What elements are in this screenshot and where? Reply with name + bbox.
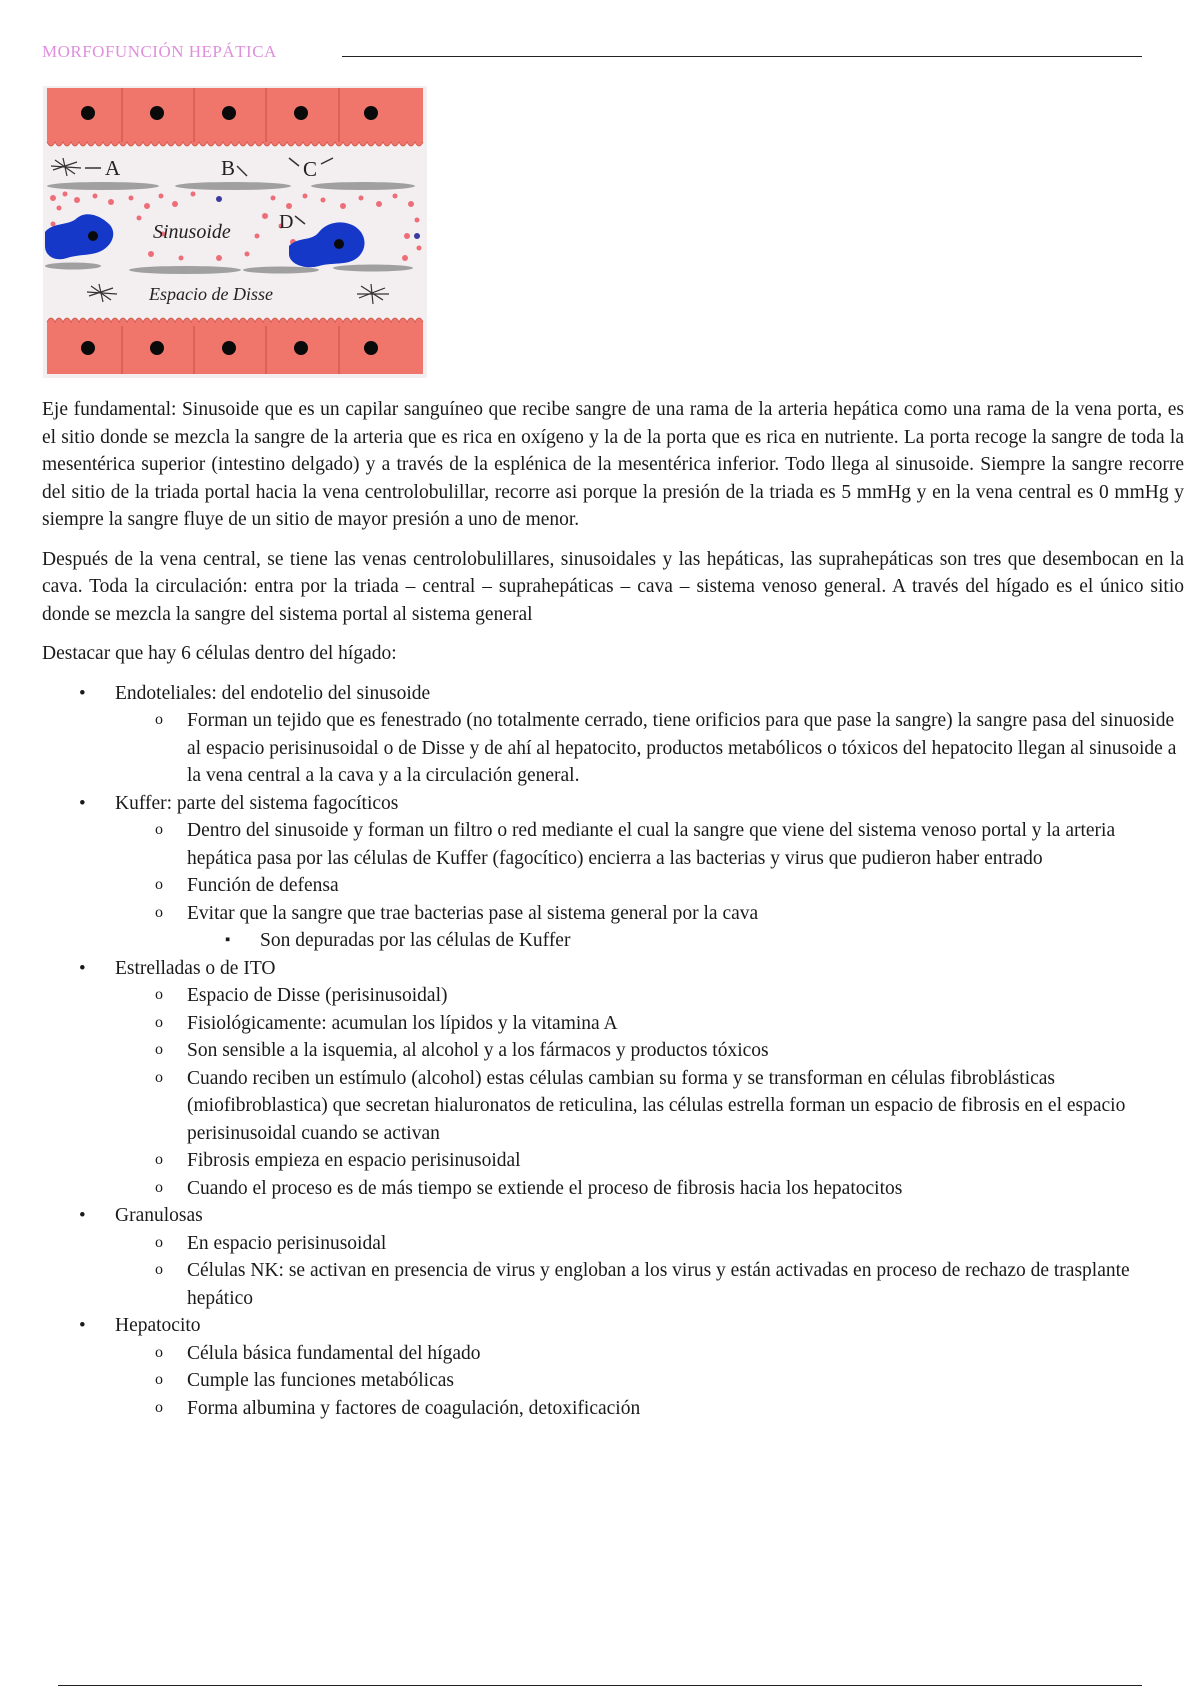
sublist xyxy=(115,1230,1184,1313)
sublist-item: o Cuando el proceso es de más tiempo se extiende el proceso de fibrosis hacia los hepatocitos xyxy=(115,1175,1184,1203)
paragraph-eje-fundamental: Eje fundamental: Sinusoide que es un capilar sanguíneo que recibe sangre de una rama de la arteria hepática como una rama de la vena porta, es el sitio donde se mezcla la sangre de la arteria que es rica en oxígeno y la de la porta que es rica en nutriente. La porta recoge la sangre de toda la mesentérica superior (intestino delgado) y a través de la esplénica de la mesentérica inferior. Todo llega al sinusoide. Siempre la sangre recorre del sitio de la triada portal hacia la vena centrolobulillar, recorre asi porque la presión de la triada es 5 mmHg y en la vena central es 0 mmHg y siempre la sangre fluye de un sitio de mayor presión a uno de menor. xyxy=(42,399,1184,530)
list-item-granulosas xyxy=(42,1202,1184,1312)
footer-rule xyxy=(58,1685,1142,1686)
nucleus xyxy=(150,341,164,355)
list-item-label: Kuffer: parte del sistema fagocíticos xyxy=(115,792,399,814)
sublist-item: o Espacio de Disse (perisinusoidal) xyxy=(115,982,1184,1010)
list-item-label: Hepatocito xyxy=(115,1315,201,1336)
nucleus xyxy=(222,106,236,120)
nucleus xyxy=(150,106,164,120)
nucleus xyxy=(81,341,95,355)
label-disse: Espacio de Disse xyxy=(149,284,273,304)
nucleus xyxy=(294,106,308,120)
header-rule xyxy=(342,56,1142,57)
sublist xyxy=(115,707,1184,790)
sinusoid-diagram xyxy=(43,86,427,378)
sublist-item: o Fisiológicamente: acumulan los lípidos y la vitamina A xyxy=(115,1010,1184,1038)
sublist-item: o Forman un tejido que es fenestrado (no totalmente cerrado, tiene orificios para que pase la sangre) la sangre pasa del sinuoside al espacio perisinusoidal o de Disse y de ahí al hepatocito, productos metabólicos o tóxicos del hepatocito llegan al sinusoide a la vena central a la cava y a la circulación general. xyxy=(115,707,1184,790)
list-item-endoteliales xyxy=(42,680,1184,790)
sublist-item: o Dentro del sinusoide y forman un filtro o red mediante el cual la sangre que viene del sistema venoso portal y la arteria hepática pasa por las células de Kuffer (fagocítico) encierra a las bacterias y virus que pudieron haber entrado xyxy=(115,817,1184,872)
cell-types-list xyxy=(42,680,1184,1423)
page-header xyxy=(42,40,1142,70)
sublist-item: o Células NK: se activan en presencia de virus y engloban a los virus y están activadas en proceso de rechazo de trasplante hepático xyxy=(115,1257,1184,1312)
sublist-item: o Cumple las funciones metabólicas xyxy=(115,1367,1184,1395)
sublist xyxy=(115,817,1184,955)
list-item-hepatocito xyxy=(42,1312,1184,1422)
list-item-kuffer xyxy=(42,790,1184,955)
nucleus xyxy=(364,341,378,355)
sub-sublist-item: ▪ Son depuradas por las células de Kuffer xyxy=(187,927,1184,955)
label-c: C xyxy=(303,157,318,181)
nucleus xyxy=(81,106,95,120)
label-sinusoide: Sinusoide xyxy=(153,221,231,243)
page-title: MORFOFUNCIÓN HEPÁTICA xyxy=(42,42,277,61)
kupffer-nucleus xyxy=(334,239,344,249)
sublist-item: o Fibrosis empieza en espacio perisinusoidal xyxy=(115,1147,1184,1175)
paragraph-vena-central: Después de la vena central, se tiene las venas centrolobulillares, sinusoidales y las hepáticas, las suprahepáticas son tres que desembocan en la cava. Toda la circulación: entra por la triada – central – suprahepáticas – cava – sistema venoso general. A través del hígado es el único sitio donde se mezcla la sangre del sistema portal al sistema general xyxy=(42,548,1184,625)
sublist xyxy=(115,982,1184,1202)
list-item-estrelladas xyxy=(42,955,1184,1203)
label-a: A xyxy=(105,156,121,180)
document-body xyxy=(42,396,1184,1422)
sublist-item: o Función de defensa xyxy=(115,872,1184,900)
list-item-label: Endoteliales: del endotelio del sinusoide xyxy=(115,682,431,704)
list-item-label: Granulosas xyxy=(115,1205,203,1226)
nucleus xyxy=(294,341,308,355)
label-b: B xyxy=(221,156,236,180)
sublist-item xyxy=(115,900,1184,955)
sublist-item: o Forma albumina y factores de coagulación, detoxificación xyxy=(115,1395,1184,1423)
nucleus xyxy=(222,341,236,355)
nucleus xyxy=(364,106,378,120)
dark-blood-cell xyxy=(216,196,222,202)
sublist xyxy=(115,1340,1184,1423)
kupffer-nucleus xyxy=(88,231,98,241)
sub-sublist xyxy=(187,927,1184,955)
endothelium-top xyxy=(47,182,415,190)
sublist-item: o Cuando reciben un estímulo (alcohol) estas células cambian su forma y se transforman en células fibroblásticas (miofibroblastica) que secretan hialuronatos de reticulina, las células estrella forman un espacio de fibrosis en el espacio perisinusoidal cuando se activan xyxy=(115,1065,1184,1148)
hepatocyte-row-top xyxy=(47,88,423,146)
sublist-item: o En espacio perisinusoidal xyxy=(115,1230,1184,1258)
label-d: D xyxy=(279,211,294,233)
list-item-label: Estrelladas o de ITO xyxy=(115,957,276,979)
sublist-item: o Célula básica fundamental del hígado xyxy=(115,1340,1184,1368)
paragraph-celulas-intro: Destacar que hay 6 células dentro del hígado: xyxy=(42,643,397,664)
hepatocyte-row-bottom xyxy=(47,318,423,374)
sublist-item-text: Evitar que la sangre que trae bacterias pase al sistema general por la cava xyxy=(187,902,759,924)
dark-blood-cell xyxy=(414,233,420,239)
sublist-item: o Son sensible a la isquemia, al alcohol y a los fármacos y productos tóxicos xyxy=(115,1037,1184,1065)
